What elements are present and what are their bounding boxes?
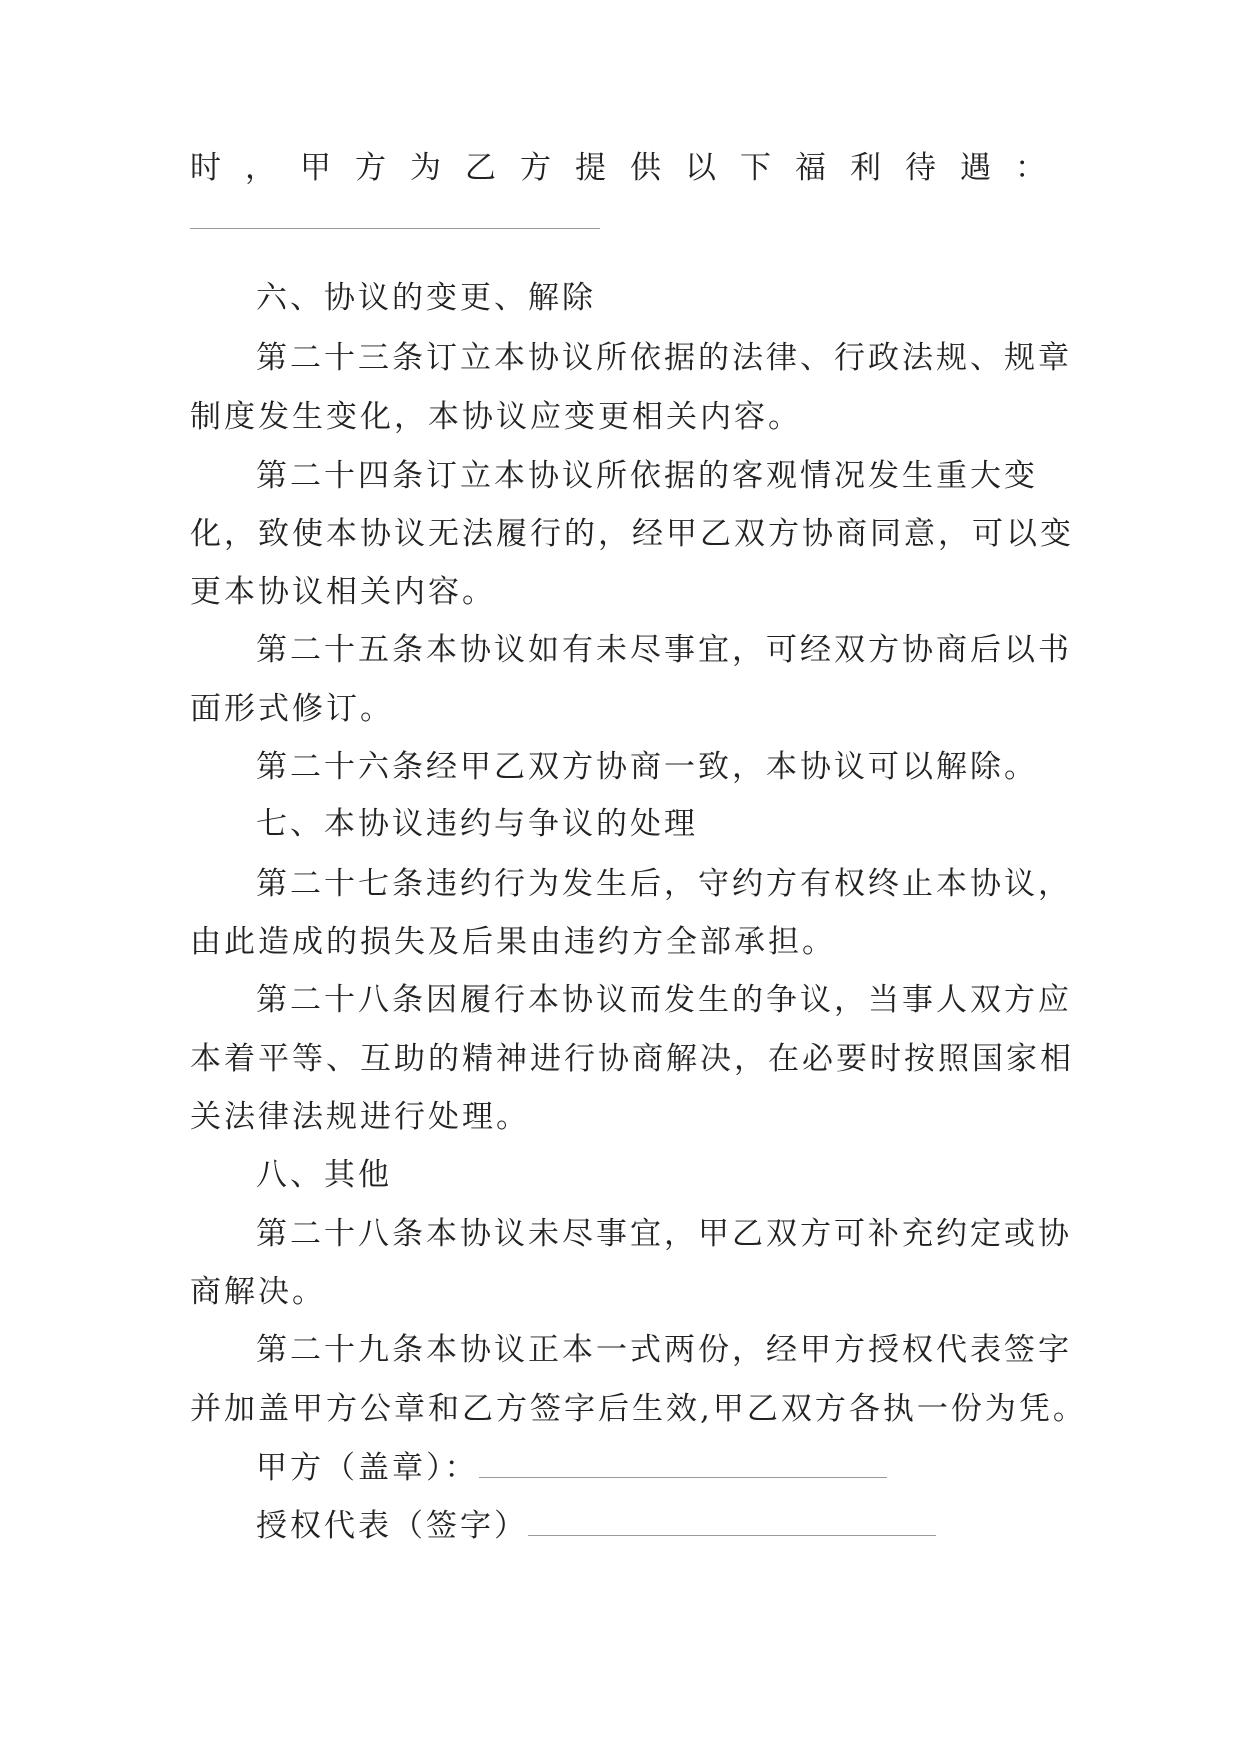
article-24-line-3: 更本协议相关内容。 bbox=[190, 574, 496, 610]
article-23-line-2: 制度发生变化，本协议应变更相关内容。 bbox=[190, 399, 802, 435]
representative-signature-row bbox=[256, 1505, 936, 1546]
section-6-heading: 六、协议的变更、解除 bbox=[256, 280, 596, 316]
welfare-line: 时，甲方为乙方提供以下福利待遇： bbox=[190, 150, 1046, 186]
party-a-seal-label: 甲方（盖章）： bbox=[256, 1450, 479, 1486]
article-24-line-2: 化，致使本协议无法履行的，经甲乙双方协商同意，可以变 bbox=[190, 516, 1074, 552]
article-27-line-2: 由此造成的损失及后果由违约方全部承担。 bbox=[190, 924, 836, 960]
article-23-line-1: 第二十三条订立本协议所依据的法律、行政法规、规章 bbox=[256, 340, 1072, 376]
representative-signature-label: 授权代表（签字） bbox=[256, 1508, 528, 1544]
article-28b-line-2: 商解决。 bbox=[190, 1274, 326, 1310]
article-25-line-1: 第二十五条本协议如有未尽事宜，可经双方协商后以书 bbox=[256, 632, 1072, 668]
article-24-line-1: 第二十四条订立本协议所依据的客观情况发生重大变 bbox=[256, 458, 1038, 494]
section-7-heading: 七、本协议违约与争议的处理 bbox=[256, 806, 698, 842]
article-28b-line-1: 第二十八条本协议未尽事宜，甲乙双方可补充约定或协 bbox=[256, 1216, 1072, 1252]
article-25-line-2: 面形式修订。 bbox=[190, 691, 394, 727]
party-a-seal-row bbox=[256, 1447, 887, 1488]
article-27-line-1: 第二十七条违约行为发生后，守约方有权终止本协议， bbox=[256, 866, 1072, 902]
article-26-line-1: 第二十六条经甲乙双方协商一致，本协议可以解除。 bbox=[256, 749, 1038, 785]
article-28-line-2: 本着平等、互助的精神进行协商解决，在必要时按照国家相 bbox=[190, 1041, 1074, 1077]
article-28-line-1: 第二十八条因履行本协议而发生的争议，当事人双方应 bbox=[256, 982, 1072, 1018]
party-a-seal-blank[interactable] bbox=[479, 1447, 887, 1478]
article-29-line-2: 并加盖甲方公章和乙方签字后生效,甲乙双方各执一份为凭。 bbox=[190, 1391, 1087, 1427]
section-8-heading: 八、其他 bbox=[256, 1157, 392, 1193]
representative-signature-blank[interactable] bbox=[528, 1505, 936, 1536]
welfare-blank-line bbox=[190, 228, 600, 229]
article-29-line-1: 第二十九条本协议正本一式两份，经甲方授权代表签字 bbox=[256, 1332, 1072, 1368]
article-28-line-3: 关法律法规进行处理。 bbox=[190, 1099, 530, 1135]
